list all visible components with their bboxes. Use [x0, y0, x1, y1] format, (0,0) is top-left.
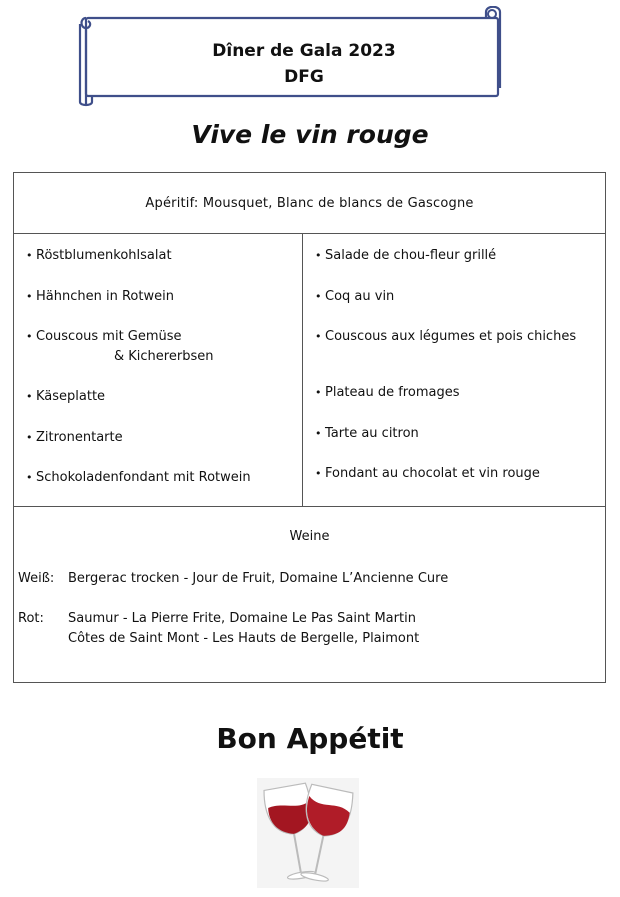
bullet-icon: • [315, 427, 322, 440]
white-wine-text: Bergerac trocken - Jour de Fruit, Domaine L’Ancienne Cure [68, 571, 449, 586]
white-wine-label: Weiß: [18, 571, 55, 586]
menu-column-french [303, 234, 605, 506]
bullet-icon: • [315, 249, 322, 262]
bullet-icon: • [26, 330, 33, 343]
bullet-icon: • [315, 386, 322, 399]
list-item: • Plateau de fromages [315, 383, 459, 403]
headline: Vive le vin rouge [191, 120, 429, 149]
bullet-icon: • [26, 471, 33, 484]
list-item: • Couscous mit Gemüse & Kichererbsen [26, 327, 213, 367]
red-wine-text-1: Saumur - La Pierre Frite, Domaine Le Pas Saint Martin [68, 611, 416, 626]
banner-title: Dîner de Gala 2023 [212, 41, 396, 61]
list-item: • Schokoladenfondant mit Rotwein [26, 468, 251, 488]
wines-section [14, 507, 605, 682]
bullet-icon: • [315, 467, 322, 480]
wine-glasses-toast-icon [257, 778, 359, 888]
bullet-icon: • [315, 330, 322, 343]
bullet-icon: • [26, 290, 33, 303]
list-item: • Salade de chou-fleur grillé [315, 246, 496, 266]
red-wine-label: Rot: [18, 611, 44, 626]
bullet-icon: • [26, 249, 33, 262]
red-wine-line-2: Côtes de Saint Mont - Les Hauts de Bergelle, Plaimont [68, 631, 420, 646]
bullet-icon: • [26, 390, 33, 403]
title-banner [76, 6, 504, 110]
red-wine-line [18, 609, 416, 629]
aperitif-row: Apéritif: Mousquet, Blanc de blancs de Gascogne [14, 173, 605, 234]
list-item: • Röstblumenkohlsalat [26, 246, 172, 266]
bullet-icon: • [26, 431, 33, 444]
list-item: • Fondant au chocolat et vin rouge [315, 464, 540, 484]
banner-subtitle: DFG [284, 67, 324, 87]
bullet-icon: • [315, 290, 322, 303]
list-item: • Hähnchen in Rotwein [26, 287, 174, 307]
list-item: • Käseplatte [26, 387, 105, 407]
menu-table [13, 172, 606, 683]
list-item-continuation: & Kichererbsen [114, 349, 214, 364]
menu-column-german [14, 234, 303, 506]
list-item: • Couscous aux légumes et pois chiches [315, 327, 576, 347]
wines-title: Weine [289, 529, 330, 544]
white-wine-line [18, 569, 448, 589]
list-item: • Zitronentarte [26, 428, 123, 448]
list-item: • Tarte au citron [315, 424, 419, 444]
list-item: • Coq au vin [315, 287, 394, 307]
closing-text: Bon Appétit [216, 722, 404, 755]
